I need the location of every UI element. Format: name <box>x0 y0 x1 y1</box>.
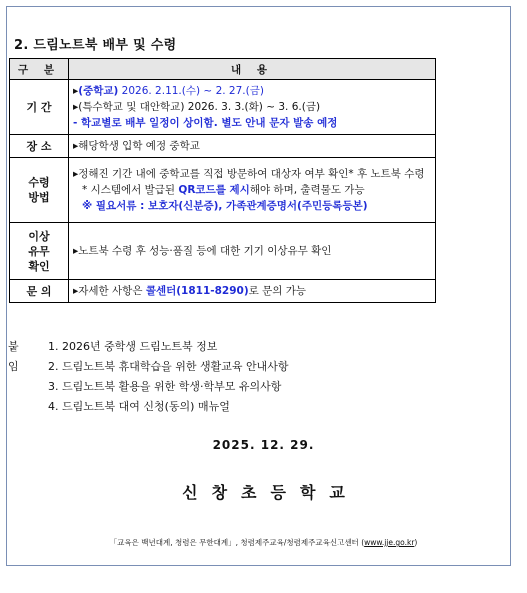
label-period: 기 간 <box>10 80 69 135</box>
method-line1: ▸정해진 기간 내에 중학교를 직접 방문하여 대상자 여부 확인* 후 노트북 수령 <box>73 168 425 180</box>
label-defect <box>10 223 69 280</box>
label-defect-line1: 이상 <box>28 229 50 243</box>
header-content: 내 용 <box>69 59 436 80</box>
label-method <box>10 158 69 223</box>
footer-close: ) <box>414 538 418 547</box>
label-method-line2: 방법 <box>28 191 50 204</box>
distribution-table <box>9 58 436 303</box>
method-line2-a: * 시스템에서 발급된 <box>82 184 179 196</box>
label-defect-line2: 유무 <box>28 244 50 258</box>
period-bullet: ▸ <box>73 85 79 97</box>
content-place: ▸해당학생 입학 예정 중학교 <box>69 135 436 158</box>
method-required-docs: ※ 필요서류 : 보호자(신분증), 가족관계증명서(주민등록등본) <box>82 200 368 212</box>
table-row-defect <box>10 223 436 280</box>
label-place: 장 소 <box>10 135 69 158</box>
table-header-row <box>10 59 436 80</box>
header-category: 구 분 <box>10 59 69 80</box>
inquiry-call-center: 콜센터(1811-8290) <box>145 285 249 297</box>
period-special-school: ▸(특수학교 및 대안학교) 2026. 3. 3.(화) ~ 3. 6.(금) <box>73 101 321 113</box>
table-row-place <box>10 135 436 158</box>
section-title: 2. 드림노트북 배부 및 수령 <box>14 38 177 53</box>
content-inquiry <box>69 280 436 303</box>
document-date: 2025. 12. 29. <box>212 438 315 452</box>
period-middle-school: (중학교) <box>78 85 119 97</box>
table-row-method <box>10 158 436 223</box>
label-defect-line3: 확인 <box>28 259 50 273</box>
attachment-item: 2. 드림노트북 휴대학습을 위한 생활교육 안내사항 <box>48 360 289 373</box>
attachment-item: 4. 드림노트북 대여 신청(동의) 매뉴얼 <box>48 400 230 413</box>
method-line2-c: 해야 하며, 출력물도 가능 <box>249 184 365 196</box>
period-notice: - 학교별로 배부 일정이 상이함. 별도 안내 문자 발송 예정 <box>73 117 338 129</box>
attachment-item: 3. 드림노트북 활용을 위한 학생·학부모 유의사항 <box>48 380 282 393</box>
content-defect: ▸노트북 수령 후 성능·품질 등에 대한 기기 이상유무 확인 <box>69 223 436 280</box>
table-row-inquiry <box>10 280 436 303</box>
table-row-period <box>10 80 436 135</box>
footer-text: 「교육은 백년대계, 청렴은 무한대계」, 청렴제주교육/청렴제주교육신고센터 ( <box>109 538 365 547</box>
school-name: 신창초등학교 <box>182 483 359 502</box>
label-method-line1: 수령 <box>28 176 50 189</box>
footer-url-link[interactable]: www.jje.go.kr <box>364 538 415 547</box>
attachments-label: 붙임 <box>8 340 19 373</box>
period-middle-school-date: 2026. 2.11.(수) ~ 2. 27.(금) <box>118 85 264 97</box>
footer <box>0 537 527 548</box>
method-qr-code: QR코드를 제시 <box>178 184 250 196</box>
content-period <box>69 80 436 135</box>
inquiry-text-c: 로 문의 가능 <box>248 285 307 297</box>
method-line2 <box>73 182 431 198</box>
attachment-item: 1. 2026년 중학생 드림노트북 정보 <box>48 340 218 353</box>
attachments-list <box>48 337 289 417</box>
content-method <box>69 158 436 223</box>
label-inquiry: 문 의 <box>10 280 69 303</box>
inquiry-text-a: ▸자세한 사항은 <box>73 285 146 297</box>
